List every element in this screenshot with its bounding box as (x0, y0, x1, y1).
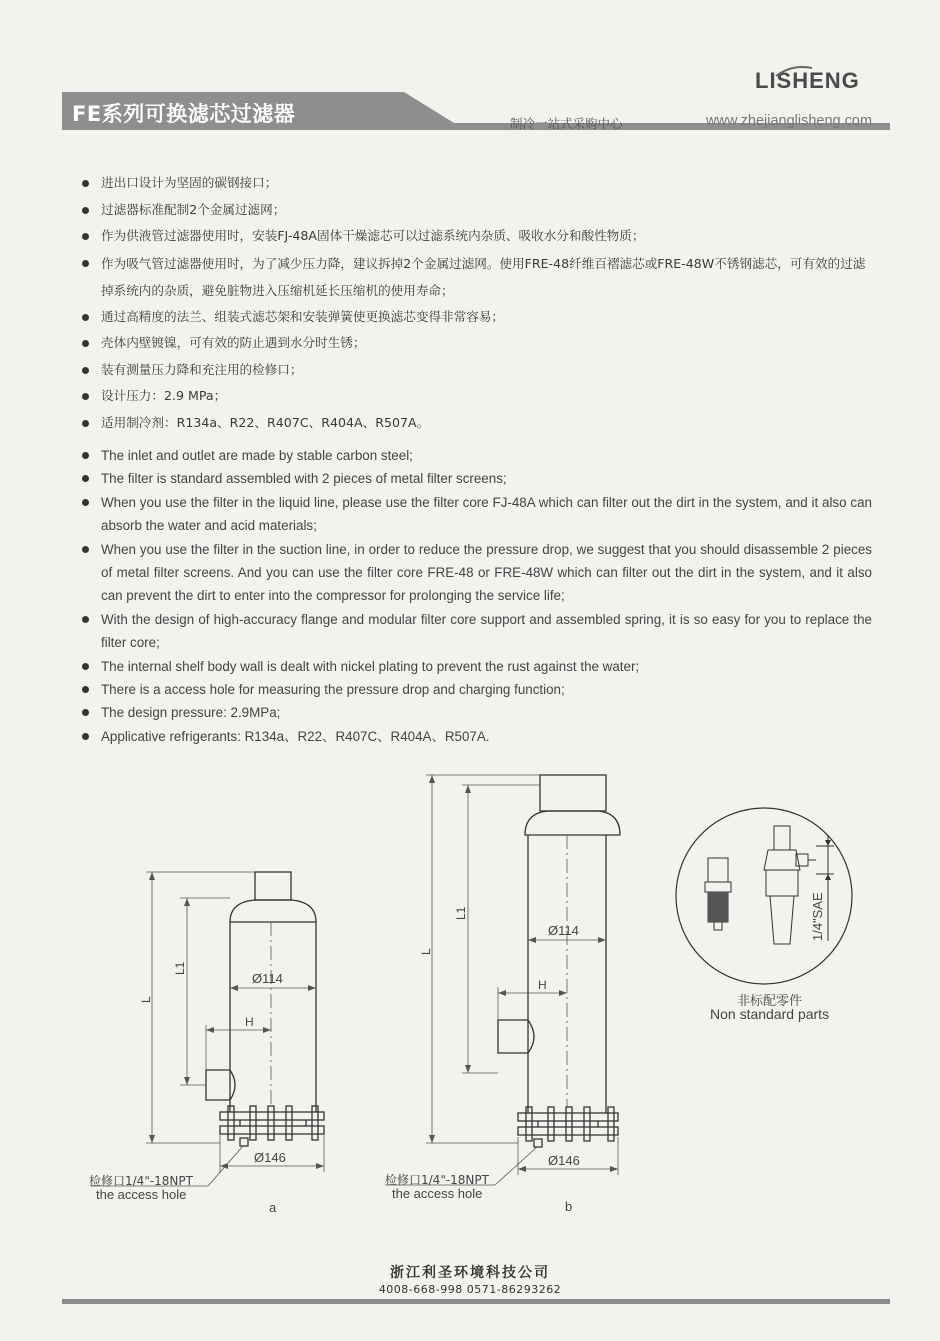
features-en-list (82, 444, 872, 748)
list-item: 作为供液管过滤器使用时，安装FJ-48A固体干燥滤芯可以过滤系统内杂质、吸收水分和酸性物质； (82, 223, 872, 250)
list-item: 作为吸气管过滤器使用时，为了减少压力降，建议拆掉2个金属过滤网。使用FRE-48纤维百褶滤芯或FRE-48W不锈钢滤芯，可有效的过滤掉系统内的杂质，避免脏物进入压缩机延长压缩机的使用寿命； (82, 250, 872, 304)
list-item: When you use the filter in the liquid line, please use the filter core FJ-48A which can filter out the dirt in the system, and it also can absorb the water and acid materials; (82, 491, 872, 538)
access-hole-label-cn-b: 检修口1/4"-18NPT (385, 1173, 489, 1187)
dim-l: L (139, 996, 153, 1003)
dim-flange: Ø146 (548, 1153, 580, 1168)
dim-h: H (245, 1015, 254, 1029)
slogan: 制冷一站式采购中心 (510, 116, 623, 131)
non-standard-parts-caption-en: Non standard parts (710, 1006, 830, 1022)
filter-diagram-b (380, 765, 640, 1215)
list-item: 装有测量压力降和充注用的检修口； (82, 357, 872, 384)
access-hole-label-cn-a: 检修口1/4"-18NPT (89, 1174, 193, 1188)
list-item: The filter is standard assembled with 2 pieces of metal filter screens; (82, 467, 872, 490)
access-hole-label-en-a: the access hole (96, 1187, 187, 1202)
non-standard-parts-caption-cn: 非标配零件 (737, 994, 803, 1009)
list-item: The internal shelf body wall is dealt with nickel plating to prevent the rust against the water; (82, 655, 872, 678)
logo-swoosh-icon (774, 64, 814, 78)
list-item: 适用制冷剂：R134a、R22、R407C、R404A、R507A。 (82, 410, 872, 437)
footer-divider (62, 1299, 890, 1304)
list-item: The inlet and outlet are made by stable carbon steel; (82, 444, 872, 467)
list-item: When you use the filter in the suction line, in order to reduce the pressure drop, we suggest that you should disassemble 2 pieces of metal filter screens. And you can use the filter core FRE-48 or FRE-48W which can filter out the dirt in the system, and it also can prevent the dirt to enter into the compressor for prolonging the service life; (82, 538, 872, 608)
list-item: The design pressure: 2.9MPa; (82, 701, 872, 724)
footer-phone: 4008-668-998 0571-86293262 (378, 1283, 562, 1296)
list-item: Applicative refrigerants: R134a、R22、R407C、R404A、R507A. (82, 725, 872, 748)
sae-size-label: 1/4"SAE (810, 892, 825, 941)
dim-h: H (538, 978, 547, 992)
dim-l1: L1 (454, 906, 468, 920)
features-cn-list (82, 170, 872, 436)
footer-company: 浙江利圣环境科技公司 (390, 1265, 550, 1281)
dim-diameter: Ø114 (548, 923, 579, 938)
list-item: 通过高精度的法兰、组装式滤芯架和安装弹簧使更换滤芯变得非常容易； (82, 304, 872, 331)
list-item: 进出口设计为坚固的碳钢接口； (82, 170, 872, 197)
company-logo: LISHENG (755, 68, 860, 93)
dim-l1: L1 (173, 961, 187, 975)
list-item: 壳体内壁镀镍，可有效的防止遇到水分时生锈； (82, 330, 872, 357)
filter-diagram-a (80, 860, 340, 1220)
dim-l: L (419, 948, 433, 955)
website-url: www.zhejianglisheng.com (706, 113, 873, 129)
dim-flange: Ø146 (254, 1150, 286, 1165)
non-standard-parts-diagram (672, 806, 862, 986)
page-title: FE系列可换滤芯过滤器 (72, 102, 296, 126)
list-item: With the design of high-accuracy flange and modular filter core support and assembled spring, it is so easy for you to replace the filter core; (82, 608, 872, 655)
list-item: 过滤器标准配制2个金属过滤网； (82, 197, 872, 224)
list-item: 设计压力：2.9 MPa； (82, 383, 872, 410)
dim-diameter: Ø114 (252, 971, 283, 986)
list-item: There is a access hole for measuring the pressure drop and charging function; (82, 678, 872, 701)
diagram-label-a: a (269, 1200, 277, 1215)
access-hole-label-en-b: the access hole (392, 1186, 483, 1201)
diagram-label-b: b (565, 1199, 573, 1214)
